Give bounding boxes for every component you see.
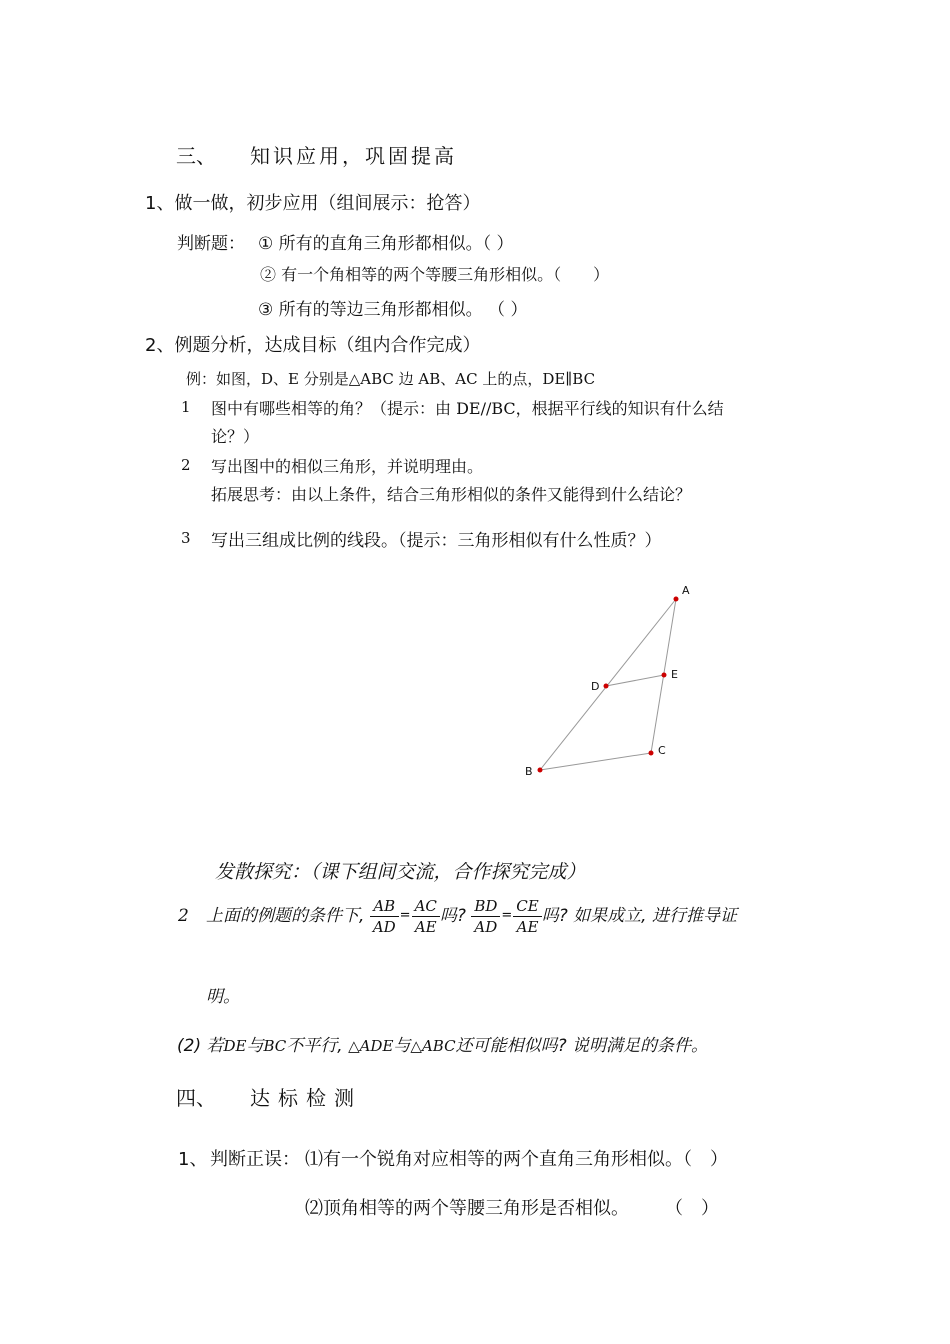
explore-q2-bc: BC xyxy=(263,1037,287,1055)
fraction-ab-ad-numerator: AB xyxy=(370,896,399,917)
point-a xyxy=(674,597,679,602)
item-2-title: 2、例题分析，达成目标（组内合作完成） xyxy=(145,335,481,356)
sub-question-1-line-1: 图中有哪些相等的角？（提示：由 DE//BC，根据平行线的知识有什么结 xyxy=(211,399,724,418)
section-4-title: 达标检测 xyxy=(250,1086,362,1110)
extension-thinking: 拓展思考：由以上条件，结合三角形相似的条件又能得到什么结论？ xyxy=(211,485,692,504)
label-b: B xyxy=(525,765,533,778)
label-d: D xyxy=(591,680,600,693)
sub-question-3-text: 写出三组成比例的线段。（提示：三角形相似有什么性质？） xyxy=(211,531,662,551)
section-4-number: 四、 xyxy=(176,1086,216,1110)
judge-question-1: ① 所有的直角三角形都相似。（ ） xyxy=(258,234,514,254)
explore-q2-triangle-abc: △ABC xyxy=(410,1037,456,1055)
fraction-ce-ae-numerator: CE xyxy=(513,896,541,917)
fraction-ce-ae xyxy=(513,896,541,937)
check-question-2: ⑵顶角相等的两个等腰三角形是否相似。 （ ） xyxy=(305,1198,719,1219)
point-d xyxy=(604,684,609,689)
sub-question-1-number: 1 xyxy=(181,398,191,416)
sub-question-2-text: 写出图中的相似三角形，并说明理由。 xyxy=(211,457,484,476)
check-number: 1、 xyxy=(178,1149,208,1170)
explore-question-1 xyxy=(178,893,737,939)
sub-question-1-line-2: 论？） xyxy=(211,427,260,446)
point-c xyxy=(649,751,654,756)
explore-q2-lead: (2) 若 xyxy=(177,1036,224,1056)
explore-title: 发散探究：（课下组间交流，合作探究完成） xyxy=(215,861,586,883)
example-statement: 例：如图，D、E 分别是△ABC 边 AB、AC 上的点，DE∥BC xyxy=(186,370,596,388)
explore-question-2 xyxy=(177,1031,708,1056)
explore-q1-tail: 吗? 如果成立, 进行推导证 xyxy=(541,906,737,926)
judge-question-3: ③ 所有的等边三角形都相似。 （ ） xyxy=(258,300,528,320)
explore-q1-lead: 上面的例题的条件下, xyxy=(206,906,365,926)
check-label: 判断正误： xyxy=(210,1149,300,1170)
explore-q1-number: 2 xyxy=(178,906,189,926)
segment-bc xyxy=(540,753,651,770)
section-3-number: 三、 xyxy=(176,144,216,168)
explore-q2-with-1: 与 xyxy=(246,1036,264,1056)
label-e: E xyxy=(671,668,678,681)
point-b xyxy=(538,768,543,773)
fraction-ab-ad xyxy=(370,896,399,937)
fraction-ac-ae-denominator: AE xyxy=(414,917,437,936)
equals-sign-2: = xyxy=(501,908,513,923)
explore-q1-mid: 吗? xyxy=(439,906,466,926)
fraction-ac-ae xyxy=(412,896,440,937)
check-question-1: ⑴有一个锐角对应相等的两个直角三角形相似。（ ） xyxy=(305,1149,728,1170)
explore-q2-not-parallel: 不平行, xyxy=(286,1036,343,1056)
label-c: C xyxy=(658,744,666,757)
label-a: A xyxy=(682,584,690,597)
fraction-bd-ad-denominator: AD xyxy=(474,917,498,936)
point-e xyxy=(662,673,667,678)
item-1-title: 1、做一做，初步应用（组间展示：抢答） xyxy=(145,193,481,214)
sub-question-3-number: 3 xyxy=(181,529,191,547)
fraction-bd-ad-numerator: BD xyxy=(471,896,500,917)
fraction-bd-ad xyxy=(471,896,500,937)
fraction-ce-ae-denominator: AE xyxy=(516,917,539,936)
judge-question-2: ② 有一个角相等的两个等腰三角形相似。（ ） xyxy=(260,265,610,284)
sub-question-2-number: 2 xyxy=(181,456,191,474)
section-4-heading xyxy=(176,1082,362,1111)
section-3-title: 知识应用，巩固提高 xyxy=(250,144,457,168)
equals-sign-1: = xyxy=(399,908,411,923)
judge-label: 判断题： xyxy=(177,234,245,254)
explore-q2-with-2: 与 xyxy=(393,1036,411,1056)
fraction-ab-ad-denominator: AD xyxy=(372,917,396,936)
explore-q1-continuation: 明。 xyxy=(206,987,240,1007)
explore-q2-tail: 还可能相似吗? 说明满足的条件。 xyxy=(455,1036,709,1056)
explore-q2-triangle-ade: △ADE xyxy=(348,1037,394,1055)
explore-q2-de: DE xyxy=(223,1037,247,1055)
fraction-ac-ae-numerator: AC xyxy=(412,896,440,917)
